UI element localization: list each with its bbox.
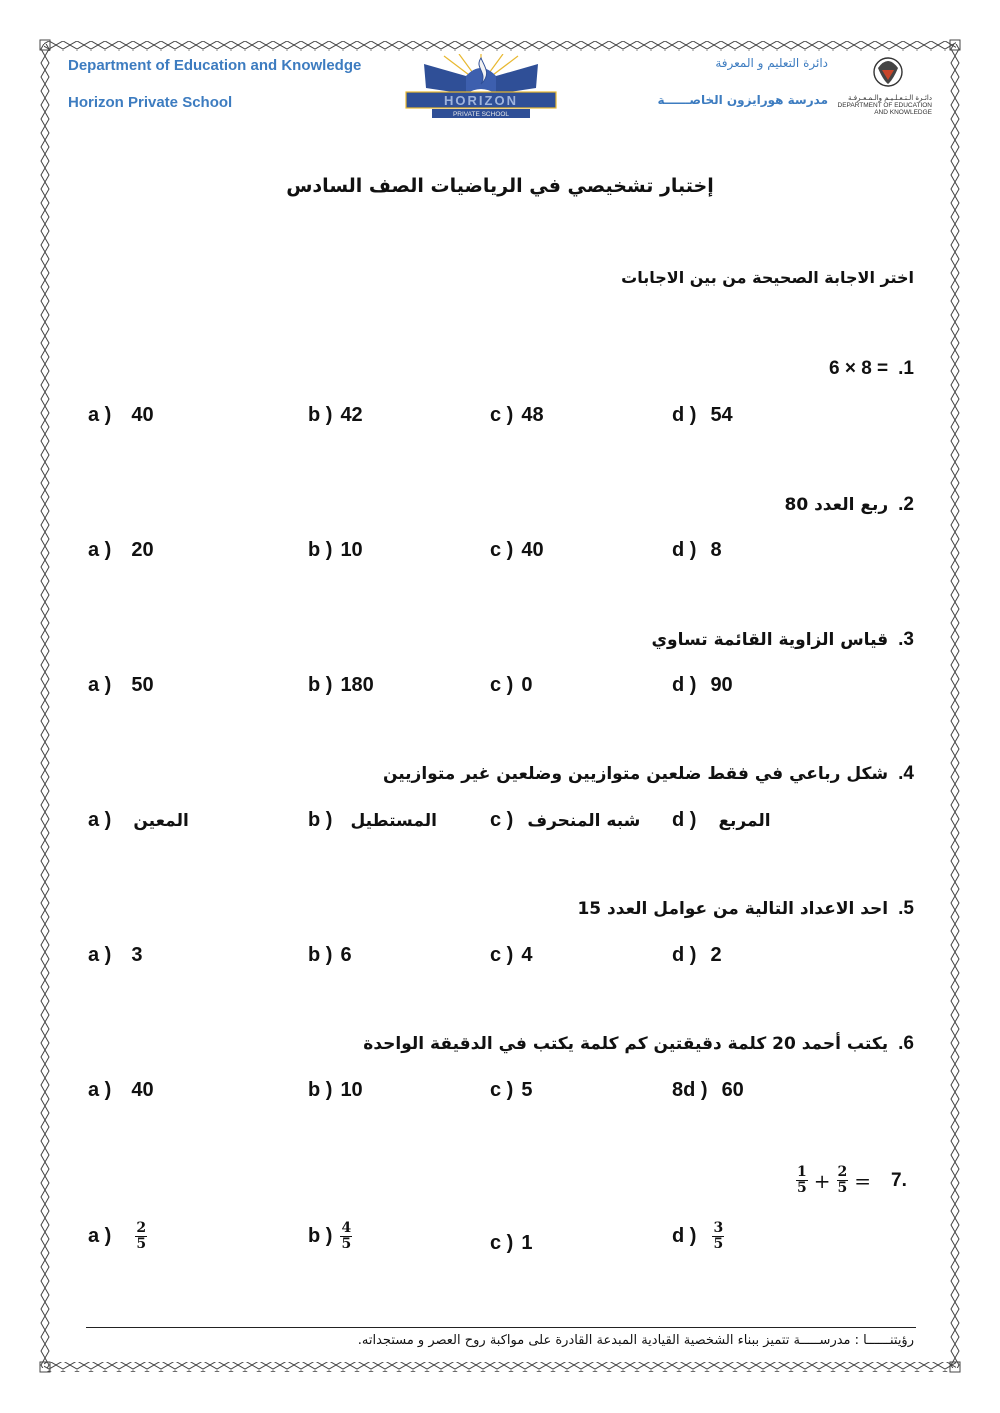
header-school-en: Horizon Private School	[68, 94, 233, 111]
option-value: 20	[131, 539, 154, 561]
option-value: 10	[340, 539, 363, 561]
q4-option-a[interactable]	[88, 809, 189, 832]
q2-option-d[interactable]	[672, 539, 722, 562]
question-4	[383, 763, 914, 785]
q1-option-d[interactable]	[672, 404, 733, 427]
option-value: 2	[710, 944, 722, 966]
question-7	[796, 1165, 907, 1196]
fraction-denominator: 5	[136, 1236, 147, 1252]
question-number: 4.	[898, 763, 914, 784]
question-5	[577, 898, 914, 920]
page-title: إختبار تشخيصي في الرياضيات الصف السادس	[286, 175, 714, 197]
fraction-numerator: 1	[797, 1164, 807, 1180]
q4-option-d[interactable]	[672, 809, 771, 832]
q6-option-d[interactable]	[672, 1079, 744, 1102]
option-value: المعين	[133, 811, 189, 831]
q2-option-b[interactable]	[308, 539, 363, 562]
option-label: b )	[308, 1079, 333, 1101]
q4-option-b[interactable]	[308, 809, 437, 832]
question-1	[829, 358, 914, 380]
q7-option-d[interactable]	[672, 1221, 724, 1252]
q5-option-b[interactable]	[308, 944, 352, 967]
plus-sign: +	[813, 1168, 831, 1193]
q1-option-b[interactable]	[308, 404, 363, 427]
fraction	[837, 1165, 849, 1196]
header-department-en: Department of Education and Knowledge	[68, 57, 362, 74]
government-emblem-caption	[836, 95, 932, 116]
option-label: a )	[88, 404, 112, 426]
option-label: d )	[672, 809, 697, 831]
option-value: 180	[340, 674, 374, 696]
q5-option-a[interactable]	[88, 944, 142, 967]
logo-text-main: HORIZON	[444, 93, 518, 108]
q2-option-c[interactable]	[490, 539, 544, 562]
option-value: 10	[340, 1079, 363, 1101]
q6-option-c[interactable]	[490, 1079, 532, 1102]
option-label: a )	[88, 674, 112, 696]
q3-option-b[interactable]	[308, 674, 374, 697]
option-value: شبه المنحرف	[527, 811, 641, 831]
option-value: 8	[710, 539, 722, 561]
q4-option-c[interactable]	[490, 809, 640, 832]
option-label: b )	[308, 809, 333, 831]
fraction-numerator: 4	[341, 1220, 352, 1236]
fraction-numerator: 3	[713, 1220, 724, 1236]
question-3	[651, 629, 914, 651]
border-bottom	[44, 1362, 956, 1372]
option-label: d )	[672, 674, 697, 696]
q3-option-d[interactable]	[672, 674, 733, 697]
q7-option-b[interactable]	[308, 1221, 352, 1252]
option-label: c )	[490, 674, 514, 696]
logo-text-sub: PRIVATE SCHOOL	[452, 111, 510, 118]
question-text: ربع العدد 80	[784, 495, 889, 515]
fraction-denominator: 5	[713, 1236, 724, 1252]
header-department-ar: دائرة التعليم و المعرفة	[715, 56, 828, 70]
option-label: c )	[490, 944, 514, 966]
option-label: d )	[672, 1225, 697, 1247]
option-label: b )	[308, 944, 333, 966]
question-number: 5.	[898, 898, 914, 919]
option-value: 54	[710, 404, 733, 426]
border-right	[950, 44, 960, 1368]
option-value: 40	[521, 539, 544, 561]
question-text: 6 × 8 =	[828, 358, 889, 379]
option-value: 40	[131, 1079, 154, 1101]
q6-option-a[interactable]	[88, 1079, 154, 1102]
option-label: a )	[88, 539, 112, 561]
option-value: 48	[521, 404, 544, 426]
option-label: b )	[308, 674, 333, 696]
option-label: c )	[490, 1079, 514, 1101]
option-label: 8d )	[672, 1079, 708, 1101]
question-number: 1.	[898, 358, 914, 379]
fraction-numerator: 2	[837, 1164, 848, 1180]
option-label: d )	[672, 539, 697, 561]
q5-option-c[interactable]	[490, 944, 532, 967]
question-number: 3.	[898, 629, 914, 650]
footer-vision: رؤيتنــــــا : مدرســـــة تتميز ببناء الشخصية القيادية المبدعة القادرة على مواكبة روح العصر و مستجداته.	[357, 1333, 914, 1348]
gov-caption-en2: AND KNOWLEDGE	[874, 109, 932, 116]
option-value: 40	[131, 404, 154, 426]
q3-option-c[interactable]	[490, 674, 532, 697]
fraction-numerator: 2	[136, 1220, 147, 1236]
option-label: c )	[490, 1232, 514, 1254]
question-number: 2.	[898, 494, 914, 515]
q5-option-d[interactable]	[672, 944, 722, 967]
header-school-ar: مدرسة هورايزون الخاصــــــة	[657, 93, 828, 107]
option-label: d )	[672, 404, 697, 426]
gov-caption-ar: دائـرة الـتـعـلـيـم والـمـعـرفـة	[848, 94, 932, 102]
question-number: 7.	[891, 1169, 907, 1191]
fraction	[712, 1221, 724, 1252]
question-text: يكتب أحمد 20 كلمة دقيقتين كم كلمة يكتب في الدقيقة الواحدة	[363, 1034, 889, 1054]
border-top	[44, 41, 956, 51]
option-label: c )	[490, 404, 514, 426]
horizon-school-logo	[404, 54, 558, 120]
instruction-text: اختر الاجابة الصحيحة من بين الاجابات	[621, 268, 914, 287]
fraction-denominator: 5	[797, 1180, 807, 1196]
q7-option-c[interactable]	[490, 1232, 532, 1255]
option-value: المستطيل	[350, 811, 437, 831]
option-label: b )	[308, 1225, 333, 1247]
q7-option-a[interactable]	[88, 1221, 147, 1252]
option-value: 1	[521, 1232, 533, 1254]
fraction-denominator: 5	[341, 1236, 352, 1252]
option-value: 5	[521, 1079, 533, 1101]
option-label: d )	[672, 944, 697, 966]
question-number: 6.	[898, 1033, 914, 1054]
fraction	[135, 1221, 147, 1252]
option-value: المربع	[718, 811, 771, 831]
option-label: b )	[308, 539, 333, 561]
fraction-denominator: 5	[837, 1180, 848, 1196]
fraction	[340, 1221, 352, 1252]
q1-option-c[interactable]	[490, 404, 544, 427]
option-label: a )	[88, 1225, 112, 1247]
question-text: قياس الزاوية القائمة تساوي	[651, 630, 889, 650]
equals-sign: =	[854, 1168, 872, 1193]
q2-option-a[interactable]	[88, 539, 154, 562]
question-2	[784, 494, 914, 516]
q3-option-a[interactable]	[88, 674, 154, 697]
q1-option-a[interactable]	[88, 404, 154, 427]
question-text: شكل رباعي في فقط ضلعين متوازيين وضلعين غير متوازيين	[382, 764, 889, 784]
option-label: a )	[88, 1079, 112, 1101]
option-value: 42	[340, 404, 363, 426]
q6-option-b[interactable]	[308, 1079, 363, 1102]
question-text: احد الاعداد التالية من عوامل العدد 15	[577, 899, 889, 919]
question-6	[363, 1033, 914, 1055]
footer-divider	[86, 1327, 916, 1328]
option-value: 0	[521, 674, 533, 696]
option-value: 6	[340, 944, 352, 966]
option-label: b )	[308, 404, 333, 426]
option-value: 3	[131, 944, 143, 966]
gov-caption-en1: DEPARTMENT OF EDUCATION	[837, 102, 932, 109]
option-value: 4	[521, 944, 533, 966]
option-label: c )	[490, 539, 514, 561]
option-label: a )	[88, 944, 112, 966]
fraction	[796, 1165, 808, 1196]
option-label: a )	[88, 809, 112, 831]
option-label: c )	[490, 809, 514, 831]
option-value: 90	[710, 674, 733, 696]
option-value: 60	[721, 1079, 744, 1101]
option-value: 50	[131, 674, 154, 696]
border-left	[40, 44, 50, 1368]
